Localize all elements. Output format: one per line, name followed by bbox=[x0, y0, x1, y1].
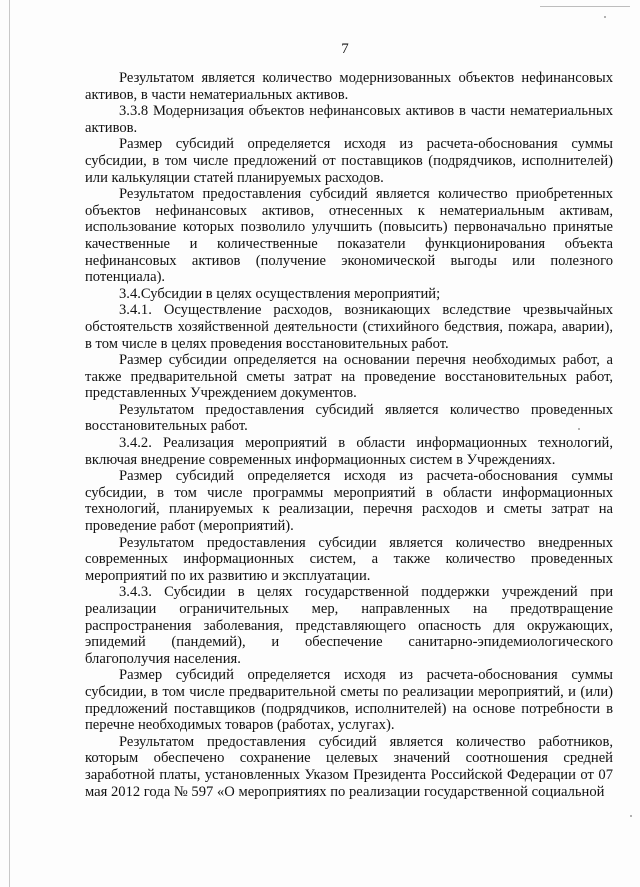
paragraph: 3.4.Субсидии в целях осуществления мероприятий; bbox=[119, 285, 441, 302]
paragraph: Результатом предоставления субсидий является количество проведенных восстановительных работ. bbox=[85, 401, 613, 435]
document-body bbox=[85, 70, 613, 800]
paragraph: Размер субсидий определяется исходя из расчета-обоснования суммы субсидии, в том числе предложений от поставщиков (подрядчиков, исполнителей) или калькуляции статей планируемых расходов. bbox=[85, 136, 613, 186]
paragraph: Размер субсидий определяется исходя из расчета-обоснования суммы субсидии, в том числе программы мероприятий в области информационных технологий, планируемых к реализации, перечня расходов и сметы затрат на проведение работ (мероприятий). bbox=[85, 468, 613, 535]
paragraph: Результатом является количество модернизованных объектов нефинансовых активов, в части нематериальных активов. bbox=[85, 70, 613, 103]
paragraph: Результатом предоставления субсидии является количество внедренных современных информационных систем, а также количество проведенных мероприятий по их развитию и эксплуатации. bbox=[85, 534, 613, 584]
paragraph: Результатом предоставления субсидий является количество работников, которым обеспечено сохранение целевых значений соотношения средней заработной платы, установленных Указом Президента Российской Федерации от 07 мая 2012 года № 597 «О мероприятиях по реализации государственной социальной bbox=[85, 733, 613, 800]
scan-artifact-dot bbox=[604, 16, 606, 18]
paragraph: 3.4.2. Реализация мероприятий в области информационных технологий, включая внедрение современных информационных систем в Учреждениях. bbox=[85, 435, 613, 468]
page-number: 7 bbox=[341, 41, 349, 57]
paragraph: 3.4.1. Осуществление расходов, возникающих вследствие чрезвычайных обстоятельств хозяйственной деятельности (стихийного бедствия, пожара, аварии), в том числе в целях проведения восстановительных работ. bbox=[85, 302, 613, 352]
scan-artifact-line bbox=[540, 6, 630, 7]
paragraph: 3.3.8 Модернизация объектов нефинансовых активов в части нематериальных активов. bbox=[85, 103, 613, 136]
paragraph: Размер субсидии определяется на основании перечня необходимых работ, а также предварительной сметы затрат на проведение восстановительных работ, представленных Учреждением документов. bbox=[85, 352, 613, 402]
paragraph: 3.4.3. Субсидии в целях государственной поддержки учреждений при реализации ограничительных мер, направленных на предотвращение распространения заболевания, представляющего опасность для окружающих, эпидемий (пандемий), и обеспечение санитарно-эпидемиологического благополучия населения. bbox=[85, 584, 613, 667]
scan-left-edge bbox=[9, 0, 10, 887]
paragraph: Результатом предоставления субсидий является количество приобретенных объектов нефинансовых активов, отнесенных к нематериальным активам, использование которых позволило улучшить (повысить) первоначально принятые качественные и количественные показатели функционирования объекта нефинансовых активов (получение экономической выгоды или полезного потенциала). bbox=[85, 186, 613, 286]
scan-artifact-dot bbox=[630, 815, 632, 817]
paragraph: Размер субсидий определяется исходя из расчета-обоснования суммы субсидии, в том числе предварительной сметы по реализации мероприятий, и (или) предложений поставщиков (подрядчиков, исполнителей) на основе потребности в перечне необходимых товаров (работах, услугах). bbox=[85, 667, 613, 734]
